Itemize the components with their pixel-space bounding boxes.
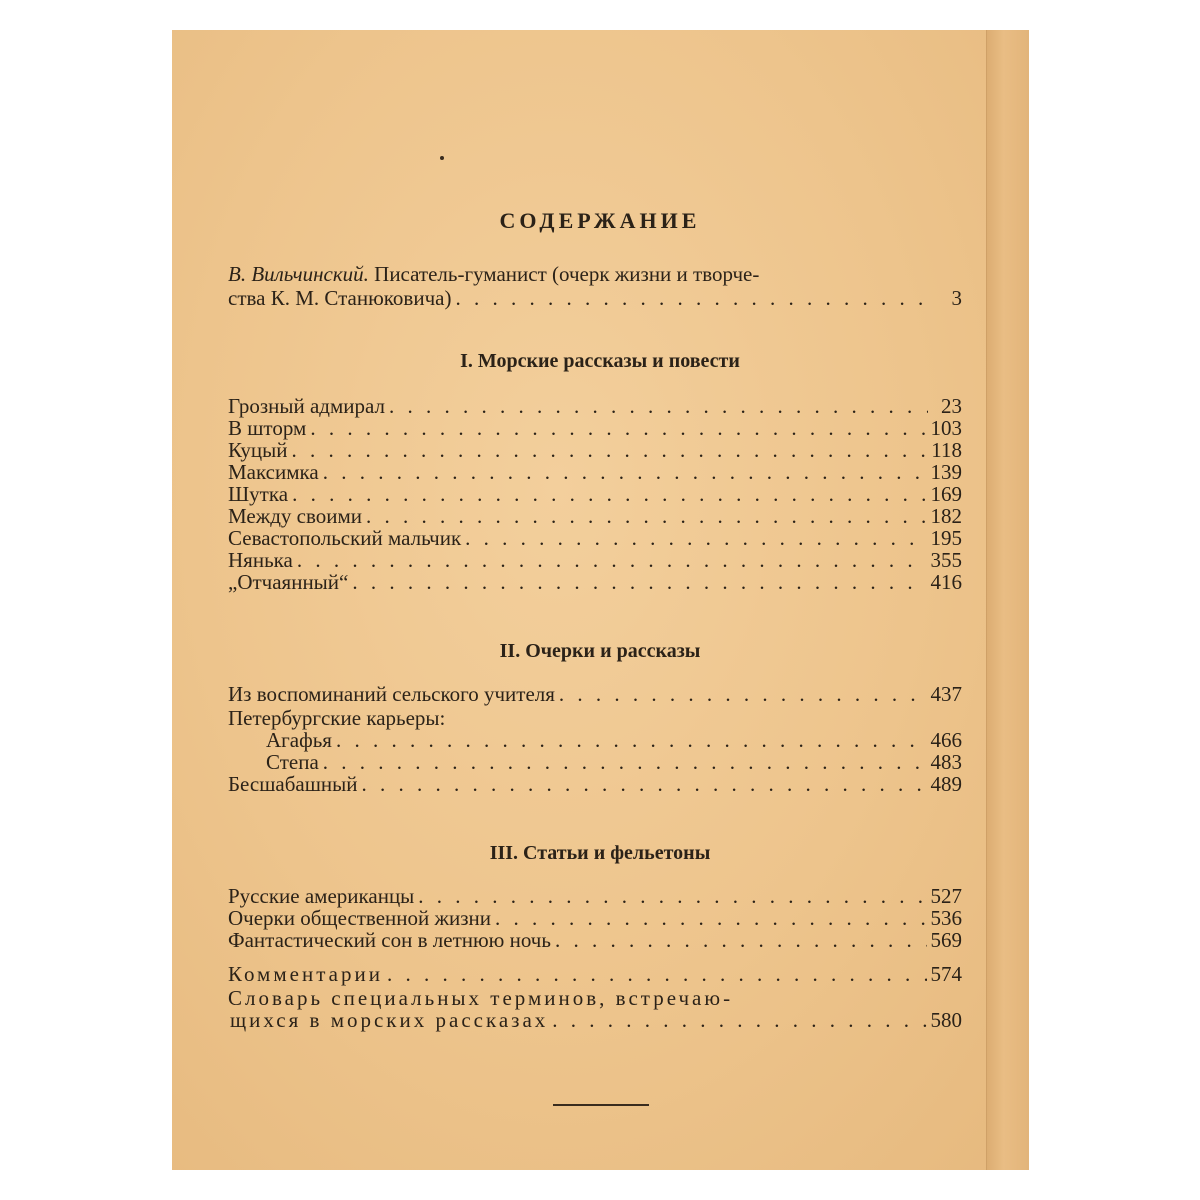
entry-title: Шутка — [228, 482, 289, 506]
entry-title: Агафья — [266, 728, 332, 752]
entry-title: Русские американцы — [228, 884, 415, 908]
entry-title: Комментарии — [228, 962, 383, 986]
entry-title: Грозный адмирал — [228, 394, 385, 418]
entry-title: Из воспоминаний сельского учителя — [228, 682, 555, 706]
dot-leader — [559, 682, 927, 706]
entry-title: Бесшабашный — [228, 772, 358, 796]
dot-leader — [555, 928, 927, 952]
entry-page: 182 — [930, 504, 962, 528]
page-edge — [986, 30, 1029, 1170]
toc-entry — [228, 438, 962, 462]
toc-entry — [228, 548, 962, 572]
entry-page: 437 — [930, 682, 962, 706]
dot-leader — [361, 772, 926, 796]
dot-leader — [495, 906, 926, 930]
entry-page: 23 — [941, 394, 962, 418]
toc-entry — [228, 928, 962, 952]
entry-title: В шторм — [228, 416, 307, 440]
entry-page: 139 — [930, 460, 962, 484]
entry-page: 527 — [930, 884, 962, 908]
entry-page: 118 — [931, 438, 962, 462]
toc-entry-intro — [228, 286, 962, 310]
glossary-line-1: Словарь специальных терминов, встречаю- — [228, 986, 734, 1010]
entry-page: 536 — [930, 906, 962, 930]
entry-page: 489 — [930, 772, 962, 796]
toc-entry — [228, 906, 962, 930]
dot-leader — [336, 728, 927, 752]
entry-page: 169 — [930, 482, 962, 506]
closing-rule — [553, 1104, 649, 1106]
dot-leader — [389, 394, 928, 418]
entry-title: Максимка — [228, 460, 319, 484]
dot-leader — [465, 526, 926, 550]
entry-title: Между своими — [228, 504, 363, 528]
dot-leader — [323, 750, 927, 774]
toc-entry — [228, 482, 962, 506]
page-title: СОДЕРЖАНИЕ — [499, 208, 701, 233]
dot-leader — [387, 962, 927, 986]
intro-line-1 — [228, 262, 962, 286]
entry-title: Степа — [266, 750, 319, 774]
toc-entry-comments — [228, 962, 962, 986]
section-heading-1: I. Морские рассказы и повести — [460, 350, 740, 372]
dot-leader — [366, 504, 926, 528]
intro-author: В. Вильчинский. — [228, 262, 369, 286]
toc-entry-glossary — [230, 1008, 962, 1032]
toc-entry — [228, 772, 962, 796]
section-heading-2: II. Очерки и рассказы — [499, 640, 701, 662]
entry-page: 483 — [930, 750, 962, 774]
intro-title-part2: ства К. М. Станюковича) — [228, 286, 452, 310]
entry-page: 466 — [930, 728, 962, 752]
entry-page: 355 — [930, 548, 962, 572]
toc-entry — [228, 416, 962, 440]
entry-page: 569 — [930, 928, 962, 952]
dot-leader — [455, 286, 928, 310]
section-heading-3: III. Статьи и фельетоны — [489, 842, 711, 864]
entry-title: Куцый — [228, 438, 288, 462]
toc-entry — [228, 394, 962, 418]
toc-entry — [228, 682, 962, 706]
toc-entry — [228, 504, 962, 528]
entry-page: 103 — [930, 416, 962, 440]
dot-leader — [297, 548, 927, 572]
intro-title-part1: Писатель-гуманист (очерк жизни и творче- — [374, 262, 760, 286]
toc-entry — [266, 750, 962, 774]
entry-page: 416 — [930, 570, 962, 594]
entry-title: щихся в морских рассказах — [230, 1008, 549, 1032]
intro-page: 3 — [951, 286, 962, 310]
entry-title: „Отчаянный“ — [228, 570, 349, 594]
dot-leader — [552, 1008, 926, 1032]
dot-leader — [292, 438, 928, 462]
toc-entry — [228, 884, 962, 908]
entry-title: Севастопольский мальчик — [228, 526, 462, 550]
entry-title: Нянька — [228, 548, 293, 572]
dot-leader — [292, 482, 926, 506]
entry-page: 195 — [930, 526, 962, 550]
toc-entry — [228, 460, 962, 484]
entry-title: Очерки общественной жизни — [228, 906, 492, 930]
entry-page: 574 — [930, 962, 962, 986]
toc-group-label: Петербургские карьеры: — [228, 706, 446, 730]
entry-page: 580 — [930, 1008, 962, 1032]
toc-entry — [228, 526, 962, 550]
dot-leader — [352, 570, 926, 594]
entry-title: Фантастический сон в летнюю ночь — [228, 928, 551, 952]
dot-leader — [310, 416, 926, 440]
ink-mark — [440, 156, 444, 160]
toc-entry — [266, 728, 962, 752]
dot-leader — [323, 460, 927, 484]
toc-entry — [228, 570, 962, 594]
dot-leader — [418, 884, 926, 908]
